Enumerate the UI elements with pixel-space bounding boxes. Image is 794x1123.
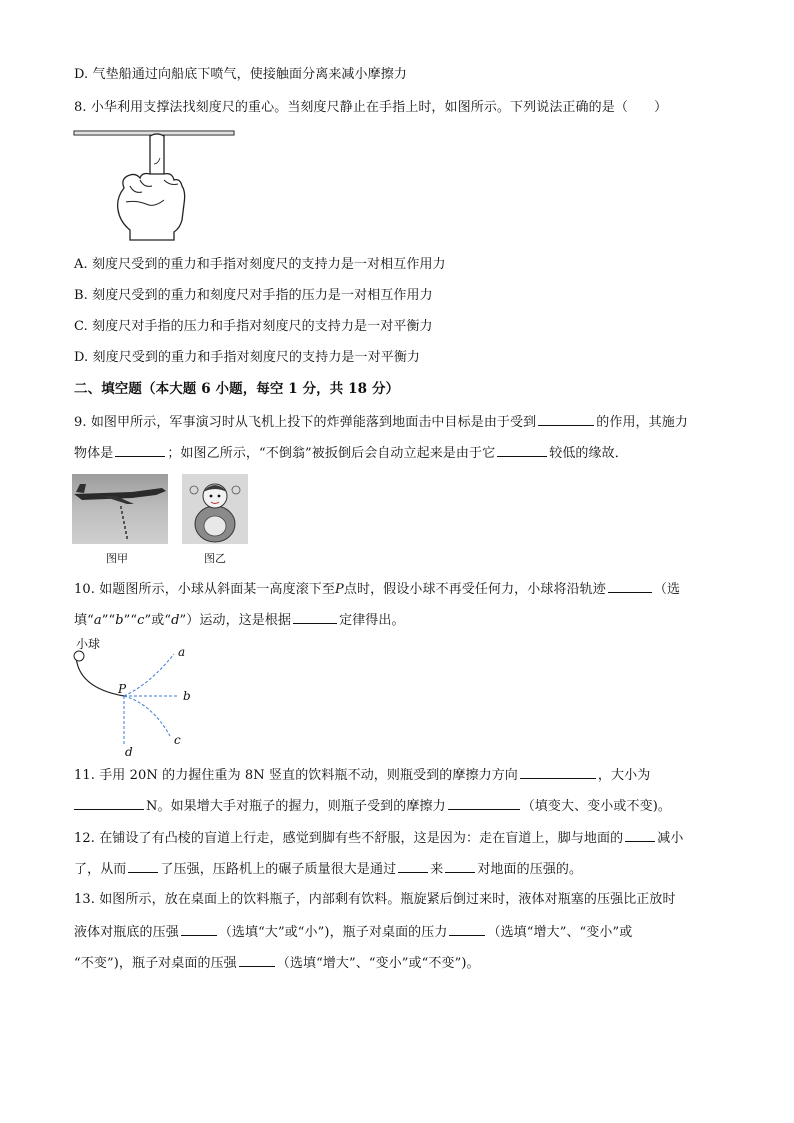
section-heading: 二、填空题（本大题 6 小题，每空 1 分，共 18 分） [74,381,400,397]
q13-line1: 13. 如图所示，放在桌面上的饮料瓶子，内部剩有饮料。瓶旋紧后倒过来时，液体对瓶塞的压强比正放时 [74,892,676,907]
answer-blank[interactable] [449,922,485,936]
q12-text-3: 了，从而 [74,862,127,877]
q11-text-3: N。如果增大手对瓶子的握力，则瓶子受到的摩擦力 [146,799,446,814]
q9-text-1: 9. 如图甲所示，军事演习时从飞机上投下的炸弹能落到地面击中目标是由于受到 [74,415,537,430]
q13-text-4: “不变”)，瓶子对桌面的压强 [74,956,237,971]
answer-blank[interactable] [128,859,158,873]
q11-line1 [74,765,650,785]
q12-text-2: 减小 [657,831,684,846]
answer-blank[interactable] [608,579,652,593]
path-b-label: b [183,689,191,703]
answer-blank[interactable] [115,443,165,457]
q8-option-d: D. 刻度尺受到的重力和手指对刻度尺的支持力是一对平衡力 [74,350,421,365]
answer-blank[interactable] [398,859,428,873]
q13-line2 [74,922,632,942]
q11-text-2: ，大小为 [597,768,651,783]
q13-text-3: （选填“增大”、“变小”或 [487,925,633,940]
path-c-label: c [174,733,181,747]
q12-text-5: 来 [430,862,444,877]
q13-text-2: （选填“大”或“小”)，瓶子对桌面的压力 [218,925,448,940]
option-c-letter: c [137,613,145,628]
path-a-label: a [178,645,186,659]
q10-text-1: 10. 如题图所示，小球从斜面某一高度滚下至 [74,582,336,597]
q12-line2 [74,859,582,879]
figure-a-caption: 图甲 [106,552,128,565]
answer-blank[interactable] [293,610,337,624]
answer-blank[interactable] [520,765,596,779]
option-b-letter: b [115,613,124,628]
answer-blank[interactable] [239,953,275,967]
q7-option-d: D. 气垫船通过向船底下喷气，使接触面分离来减小摩擦力 [74,67,407,82]
bomber-plane-photo [72,474,168,544]
tumbler-doll-photo [182,474,248,544]
q10-text-5: ”）运动，这是根据 [179,613,292,628]
q8-option-a: A. 刻度尺受到的重力和手指对刻度尺的支持力是一对相互作用力 [74,257,446,272]
q13-line3 [74,953,480,973]
ruler-on-finger-figure [74,128,244,242]
trajectory-diagram [70,636,200,760]
q12-text-1: 12. 在铺设了有凸棱的盲道上行走，感觉到脚有些不舒服，这是因为：走在盲道上，脚与地面的 [74,831,624,846]
q11-text-1: 11. 手用 20N 的力握住重为 8N 竖直的饮料瓶不动，则瓶受到的摩擦力方向 [74,768,518,783]
q10-sep-2: ”“ [123,613,138,628]
q8-option-c: C. 刻度尺对手指的压力和手指对刻度尺的支持力是一对平衡力 [74,319,433,334]
answer-blank[interactable] [445,859,475,873]
option-d-letter: d [171,613,180,628]
answer-blank[interactable] [625,828,655,842]
answer-blank[interactable] [74,796,144,810]
q9-text-5: 较低的缘故． [549,446,628,461]
q9-line2 [74,443,628,463]
q11-text-4: （填变大、变小或不变)。 [521,799,671,814]
q10-sep-3: ”或“ [144,613,172,628]
answer-blank[interactable] [181,922,217,936]
q10-text-3: （选 [653,582,681,597]
q12-text-4: 了压强，压路机上的碾子质量很大是通过 [160,862,397,877]
q13-text-5: （选填“增大”、“变小”或“不变”)。 [276,956,480,971]
q10-text-4: 填“ [74,613,94,628]
q10-line2 [74,610,405,630]
q8-option-b: B. 刻度尺受到的重力和刻度尺对手指的压力是一对相互作用力 [74,288,433,303]
q9-line1 [74,412,688,432]
q13-text-1: 液体对瓶底的压强 [74,925,179,940]
point-p-label: P [335,582,344,597]
q10-text-6: 定律得出。 [339,613,405,628]
figure-b-caption: 图乙 [204,552,226,565]
answer-blank[interactable] [538,412,594,426]
q10-sep-1: ”“ [101,613,116,628]
answer-blank[interactable] [448,796,520,810]
q9-text-2: 的作用，其施力 [596,415,688,430]
q12-text-6: 对地面的压强的。 [477,862,583,877]
option-a-letter: a [93,613,102,628]
q10-line1 [74,579,680,599]
q10-text-2: 点时，假设小球不再受任何力，小球将沿轨迹 [343,582,606,597]
path-d-label: d [125,745,133,759]
q9-text-4: ；如图乙所示，“不倒翁”被扳倒后会自动立起来是由于它 [167,446,496,461]
answer-blank[interactable] [497,443,547,457]
q8-stem: 8. 小华利用支撑法找刻度尺的重心。当刻度尺静止在手指上时，如图所示。下列说法正确的是（ ） [74,100,668,115]
q9-text-3: 物体是 [74,446,114,461]
ball-label: 小球 [76,637,101,651]
point-p-marker: P [118,682,127,696]
q12-line1 [74,828,683,848]
q11-line2 [74,796,671,816]
